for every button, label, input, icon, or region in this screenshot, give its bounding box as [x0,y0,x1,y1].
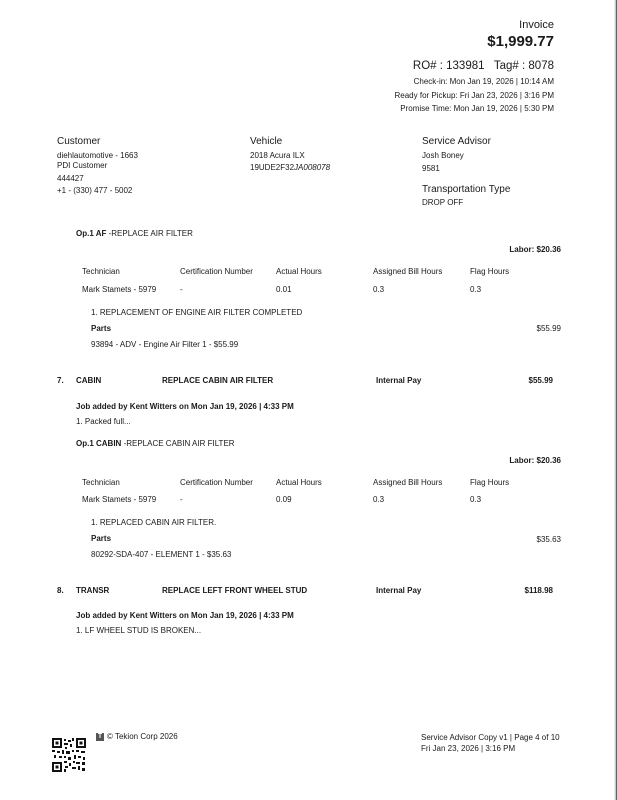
qr-code [52,738,86,772]
col-flag-hours: Flag Hours [470,267,510,276]
service-advisor-name: Josh Boney [422,151,464,160]
col-technician: Technician [82,478,120,487]
job-amount: $55.99 [528,376,553,385]
promise-time: Promise Time: Mon Jan 19, 2026 | 5:30 PM [400,104,554,113]
footer-copy-page-info: Service Advisor Copy v1 | Page 4 of 10 [421,733,560,742]
transportation-heading: Transportation Type [422,184,511,195]
vehicle-heading: Vehicle [250,136,283,147]
footer-copyright: © Tekion Corp 2026 [107,732,178,741]
parts-label: Parts [91,324,112,333]
job-code: CABIN [76,376,102,385]
part-line: 93894 - ADV - Engine Air Filter 1 - $55.99 [91,340,239,349]
document-type: Invoice [519,19,554,31]
customer-heading: Customer [57,136,101,147]
op-code: Op.1 AF [76,229,107,238]
service-advisor-heading: Service Advisor [422,136,491,147]
job-number: 8. [57,586,64,595]
tech-cell-name: Mark Stamets - 5979 [82,495,157,504]
customer-phone: +1 - (330) 477 - 5002 [57,186,133,195]
job-pay-type: Internal Pay [376,586,422,595]
tech-cell-name: Mark Stamets - 5979 [82,285,157,294]
customer-account: diehlautomotive - 1663 [57,151,138,160]
tech-cell-actual: 0.01 [276,285,292,294]
job-cause: 1. Packed full... [76,417,131,426]
checkin-time: Check-in: Mon Jan 19, 2026 | 10:14 AM [413,77,554,86]
op-description: -REPLACE CABIN AIR FILTER [121,439,235,448]
customer-number: 444427 [57,174,84,183]
vehicle-model: 2018 Acura ILX [250,151,305,160]
job-code: TRANSR [76,586,110,595]
op-code: Op.1 CABIN [76,439,122,448]
col-flag-hours: Flag Hours [470,478,510,487]
col-technician: Technician [82,267,120,276]
parts-total: $55.99 [536,324,561,333]
tech-cell-assigned: 0.3 [373,285,385,294]
transportation-value: DROP OFF [422,198,464,207]
col-certification: Certification Number [180,478,253,487]
tech-cell-actual: 0.09 [276,495,292,504]
job-amount: $118.98 [524,586,553,595]
job-cause: 1. LF WHEEL STUD IS BROKEN... [76,626,202,635]
ro-tag-line: RO# : 133981 Tag# : 8078 [412,60,554,72]
job-description: REPLACE CABIN AIR FILTER [162,376,274,385]
col-certification: Certification Number [180,267,253,276]
correction-note: 1. REPLACED CABIN AIR FILTER. [91,518,217,527]
tekion-logo-icon: T [97,733,103,740]
job-pay-type: Internal Pay [376,376,422,385]
ready-for-pickup-time: Ready for Pickup: Fri Jan 23, 2026 | 3:16 PM [394,91,554,100]
job-added-by: Job added by Kent Witters on Mon Jan 19, 2026 | 4:33 PM [76,611,294,620]
labor-total: Labor: $20.36 [509,245,561,254]
labor-total: Labor: $20.36 [509,456,561,465]
col-assigned-bill-hours: Assigned Bill Hours [373,478,443,487]
job-description: REPLACE LEFT FRONT WHEEL STUD [162,586,308,595]
tech-cell-flag: 0.3 [470,285,482,294]
col-actual-hours: Actual Hours [276,267,322,276]
service-advisor-number: 9581 [422,164,440,173]
vehicle-vin [250,163,330,172]
parts-total: $35.63 [536,535,561,544]
op-line-af [76,229,193,238]
op-line-cabin [76,439,235,448]
op-description: -REPLACE AIR FILTER [106,229,193,238]
footer-print-time: Fri Jan 23, 2026 | 3:16 PM [421,744,516,753]
vin-prefix: 19UDE2F32 [250,163,295,172]
part-line: 80292-SDA-407 - ELEMENT 1 - $35.63 [91,550,232,559]
correction-note: 1. REPLACEMENT OF ENGINE AIR FILTER COMPLETED [91,308,303,317]
tech-cell-assigned: 0.3 [373,495,385,504]
job-added-by: Job added by Kent Witters on Mon Jan 19, 2026 | 4:33 PM [76,402,294,411]
tech-cell-flag: 0.3 [470,495,482,504]
customer-name: PDI Customer [57,161,108,170]
col-assigned-bill-hours: Assigned Bill Hours [373,267,443,276]
vin-suffix: JA008078 [294,163,331,172]
parts-label: Parts [91,534,112,543]
tech-cell-cert: - [180,285,183,294]
tech-cell-cert: - [180,495,183,504]
col-actual-hours: Actual Hours [276,478,322,487]
invoice-total: $1,999.77 [487,33,554,50]
job-number: 7. [57,376,64,385]
